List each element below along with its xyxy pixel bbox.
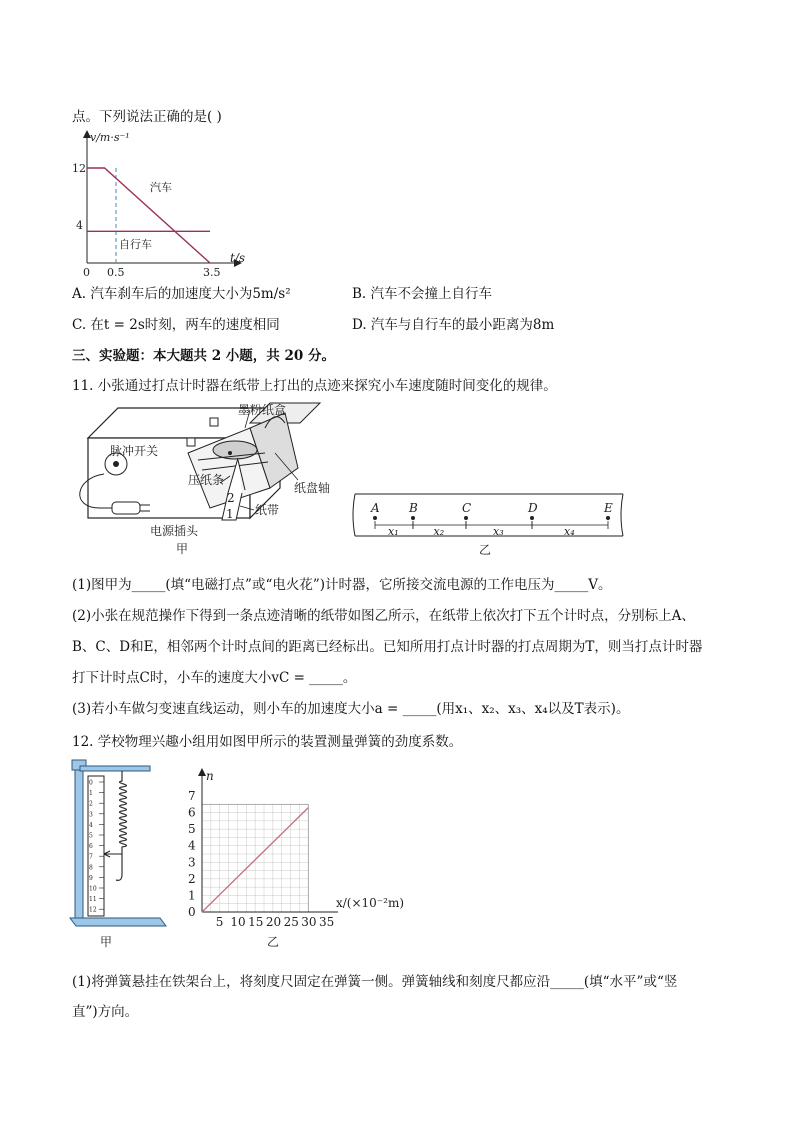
q12-stem: 12. 学校物理兴趣小组用如图甲所示的装置测量弹簧的劲度系数。: [72, 734, 463, 750]
option-d: D. 汽车与自行车的最小距离为8m: [352, 317, 555, 333]
nx-ytick-label: 3: [188, 855, 196, 870]
tape-point-label: E: [604, 501, 613, 515]
nx-xtick-label: 30: [301, 915, 317, 929]
q12-part1-line2: 直”)方向。: [72, 1004, 139, 1020]
tape-point-dot: [464, 516, 468, 520]
ruler-tick-label: 11: [89, 896, 97, 904]
ruler-tick-label: 4: [89, 821, 93, 829]
caption-yi: 乙: [479, 543, 492, 557]
vt-ytick-4: 4: [76, 219, 83, 232]
label-plug: 电源插头: [150, 524, 199, 538]
vt-bike-label: 自行车: [119, 238, 152, 251]
nx-graph: [180, 768, 420, 968]
vt-xtick-05: 0.5: [107, 266, 125, 279]
q11-part1: (1)图甲为_____(填“电磁打点”或“电火花”)计时器，它所接交流电源的工作电压为_____V。: [72, 577, 612, 593]
tape-point-label: C: [462, 501, 472, 515]
nx-ytick-label: 6: [188, 805, 196, 820]
vt-graph: [70, 128, 270, 298]
vt-xtick-35: 3.5: [203, 266, 221, 279]
tape-point-label: B: [409, 501, 418, 515]
tape-point-label: D: [528, 501, 538, 515]
q11-part2-line1: (2)小张在规范操作下得到一条点迹清晰的纸带如图乙所示，在纸带上依次打下五个计时点，分别标上A、: [72, 608, 695, 624]
nx-y-label: n: [206, 769, 214, 783]
label-n1: 1: [226, 507, 234, 521]
caption-jia: 甲: [176, 542, 189, 556]
ruler-tick-label: 3: [89, 811, 93, 819]
tape-point-dot: [373, 516, 377, 520]
tape-gap-label: x₂: [433, 525, 445, 538]
nx-ytick-label: 2: [188, 871, 196, 886]
q11-part2-line2: B、C、D和E，相邻两个计时点间的距离已经标出。已知所用打点计时器的打点周期为T，则当打点计时器: [72, 639, 703, 655]
ruler-tick-label: 12: [89, 906, 97, 914]
vt-ytick-12: 12: [72, 162, 86, 175]
timer-figure: [70, 398, 340, 558]
power-plug-icon: [112, 502, 140, 514]
tape-gap-label: x₃: [493, 525, 504, 538]
q12-part1-line1: (1)将弹簧悬挂在铁架台上，将刻度尺固定在弹簧一侧。弹簧轴线和刻度尺都应沿_____(填“水平”或“竖: [72, 974, 678, 990]
option-c: C. 在t = 2s时刻，两车的速度相同: [72, 317, 280, 333]
nx-ytick-label: 5: [188, 822, 196, 837]
stand-caption: 甲: [100, 935, 113, 949]
ruler-tick-label: 1: [89, 790, 93, 798]
option-b: B. 汽车不会撞上自行车: [352, 286, 493, 302]
label-press: 压纸条: [188, 473, 225, 487]
ruler-tick-label: 10: [89, 885, 97, 893]
vt-xtick-0: 0: [83, 266, 90, 279]
q11-stem: 11. 小张通过打点计时器在纸带上打出的点迹来探究小车速度随时间变化的规律。: [72, 378, 557, 394]
vt-y-label: v/m·s⁻¹: [90, 131, 130, 144]
q11-part2-line3: 打下计时点C时，小车的速度大小vC = _____。: [72, 670, 357, 686]
tape-point-dot: [606, 516, 610, 520]
nx-xtick-label: 5: [215, 915, 224, 929]
vt-car-label: 汽车: [150, 181, 172, 194]
nx-ytick-label: 1: [188, 888, 196, 903]
nx-ytick-label: 4: [188, 838, 196, 853]
label-switch: 脉冲开关: [110, 444, 159, 458]
spring-stand-figure: [70, 756, 170, 956]
label-tape: 纸带: [255, 503, 280, 517]
question-intro: 点。下列说法正确的是( ): [72, 109, 222, 125]
tape-gap-label: x₁: [388, 525, 399, 538]
ruler-tick-label: 8: [89, 864, 93, 872]
nx-xtick-label: 20: [265, 915, 282, 929]
ruler-tick-label: 6: [89, 843, 93, 851]
ruler-tick-label: 2: [89, 800, 93, 808]
label-toner: 墨粉纸盒: [238, 403, 287, 417]
tape-point-label: A: [371, 501, 380, 515]
section-heading: 三、实验题：本大题共 2 小题，共 20 分。: [72, 348, 335, 364]
tape-figure: [355, 488, 625, 558]
nx-xtick-label: 15: [248, 915, 264, 929]
ruler-tick-label: 0: [89, 779, 93, 787]
nx-ytick-label: 0: [188, 905, 196, 919]
nx-xtick-label: 35: [319, 915, 335, 929]
ruler-tick-label: 5: [89, 832, 93, 840]
vt-x-label: t/s: [230, 251, 246, 265]
nx-caption: 乙: [267, 935, 280, 949]
nx-x-label: x/(×10⁻²m): [336, 896, 405, 910]
ruler-tick-label: 7: [89, 853, 93, 861]
tape-point-dot: [530, 516, 534, 520]
tape-point-dot: [411, 516, 415, 520]
nx-xtick-label: 10: [230, 915, 246, 929]
nx-ytick-label: 7: [188, 789, 196, 803]
ruler-tick-label: 9: [89, 874, 93, 882]
option-a: A. 汽车刹车后的加速度大小为5m/s²: [72, 286, 291, 302]
label-n2: 2: [227, 491, 235, 505]
nx-xtick-label: 25: [283, 915, 299, 929]
tape-gap-label: x₄: [564, 525, 575, 538]
q11-part3: (3)若小车做匀变速直线运动，则小车的加速度大小a = _____(用x₁、x₂、x₃、x₄以及T表示)。: [72, 701, 630, 717]
label-reel: 纸盘轴: [294, 481, 331, 495]
